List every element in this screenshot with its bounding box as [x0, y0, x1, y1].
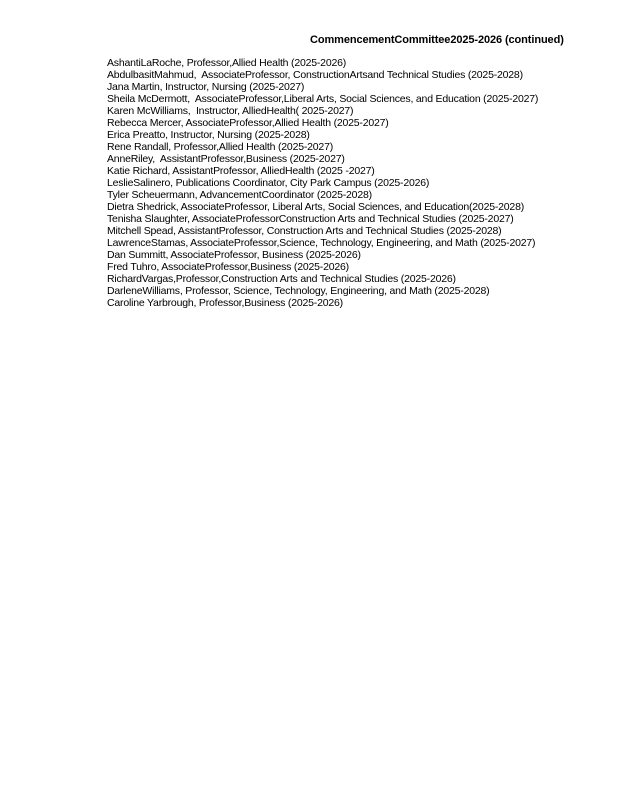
- committee-member-line: Dan Summitt, AssociateProfessor, Business (2025-2026): [107, 249, 361, 261]
- committee-member-line: DarleneWilliams, Professor, Science, Technology, Engineering, and Math (2025-2028): [107, 285, 490, 297]
- committee-member-line: AbdulbasitMahmud, AssociateProfessor, ConstructionArtsand Technical Studies (2025-2028): [107, 69, 523, 81]
- committee-member-line: Erica Preatto, Instructor, Nursing (2025-2028): [107, 129, 310, 141]
- committee-member-line: AnneRiley, AssistantProfessor,Business (2025-2027): [107, 153, 345, 165]
- committee-member-line: RichardVargas,Professor,Construction Arts and Technical Studies (2025-2026): [107, 273, 456, 285]
- committee-member-line: AshantiLaRoche, Professor,Allied Health (2025-2026): [107, 57, 347, 69]
- committee-member-line: Jana Martin, Instructor, Nursing (2025-2027): [107, 81, 305, 93]
- committee-member-line: Karen McWilliams, Instructor, AlliedHealth( 2025-2027): [107, 105, 354, 117]
- committee-member-line: Tenisha Slaughter, AssociateProfessorConstruction Arts and Technical Studies (2025-2027): [107, 213, 514, 225]
- committee-member-line: Sheila McDermott, AssociateProfessor,Liberal Arts, Social Sciences, and Education (2025-2027): [107, 93, 539, 105]
- committee-member-line: Rebecca Mercer, AssociateProfessor,Allied Health (2025-2027): [107, 117, 389, 129]
- committee-member-line: LawrenceStamas, AssociateProfessor,Science, Technology, Engineering, and Math (2025-2027): [107, 237, 536, 249]
- committee-member-line: Fred Tuhro, AssociateProfessor,Business (2025-2026): [107, 261, 349, 273]
- committee-member-line: Dietra Shedrick, AssociateProfessor, Liberal Arts, Social Sciences, and Education(2025-2028): [107, 201, 525, 213]
- committee-member-line: LeslieSalinero, Publications Coordinator, City Park Campus (2025-2026): [107, 177, 430, 189]
- committee-member-line: Tyler Scheuermann, AdvancementCoordinator (2025-2028): [107, 189, 372, 201]
- committee-member-line: Rene Randall, Professor,Allied Health (2025-2027): [107, 141, 334, 153]
- page-title: CommencementCommittee2025-2026 (continued): [310, 34, 564, 46]
- committee-member-line: Katie Richard, AssistantProfessor, AlliedHealth (2025 -2027): [107, 165, 375, 177]
- committee-member-line: Caroline Yarbrough, Professor,Business (2025-2026): [107, 297, 343, 309]
- committee-member-list: [107, 57, 538, 309]
- committee-member-line: Mitchell Spead, AssistantProfessor, Construction Arts and Technical Studies (2025-2028): [107, 225, 502, 237]
